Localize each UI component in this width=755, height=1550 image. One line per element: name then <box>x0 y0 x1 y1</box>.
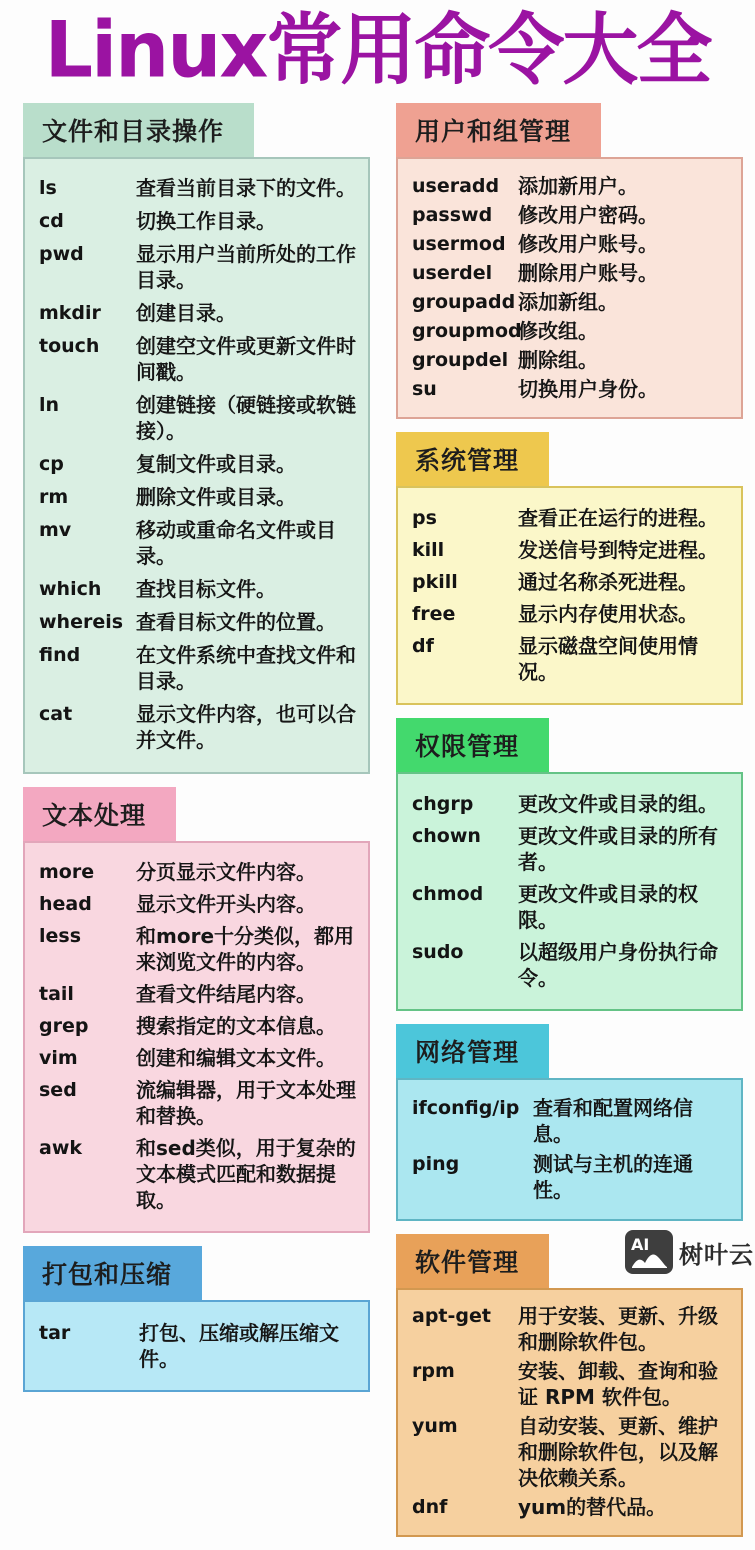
command-row <box>39 1077 358 1129</box>
command-name: rpm <box>412 1360 455 1382</box>
command-name: passwd <box>412 204 493 226</box>
command-name: tar <box>39 1322 71 1344</box>
command-description: yum的替代品。 <box>518 1495 667 1519</box>
page-title: Linux常用命令大全 <box>44 4 711 95</box>
command-name: ifconfig/ip <box>412 1097 520 1119</box>
command-name: ping <box>412 1153 460 1175</box>
command-description: 移动或重命名文件或目录。 <box>136 518 336 568</box>
command-name: vim <box>39 1047 78 1069</box>
command-description: 添加新用户。 <box>518 174 638 198</box>
section-user-group <box>396 103 743 419</box>
section-body-archive <box>23 1300 370 1392</box>
command-description: 添加新组。 <box>518 290 618 314</box>
command-name: ps <box>412 507 437 529</box>
command-name: chmod <box>412 883 484 905</box>
command-description: 修改用户账号。 <box>518 232 658 256</box>
command-row <box>39 1135 358 1213</box>
command-row <box>412 537 731 563</box>
command-row <box>412 1413 731 1491</box>
command-description: 删除文件或目录。 <box>136 485 296 509</box>
command-row <box>412 1095 731 1147</box>
command-name: useradd <box>412 175 500 197</box>
command-description: 以超级用户身份执行命令。 <box>518 940 718 990</box>
command-row <box>39 333 358 385</box>
command-description: 和sed类似，用于复杂的文本模式匹配和数据提取。 <box>136 1136 356 1212</box>
svg-text:AI: AI <box>631 1235 650 1254</box>
command-description: 查看和配置网络信息。 <box>533 1096 693 1146</box>
command-name: usermod <box>412 233 506 255</box>
command-row <box>39 175 358 201</box>
command-row <box>412 260 731 286</box>
command-name: kill <box>412 539 445 561</box>
command-name: groupadd <box>412 291 516 313</box>
command-name: less <box>39 925 82 947</box>
command-name: whereis <box>39 611 124 633</box>
command-row <box>412 1151 731 1203</box>
section-header-text-processing: 文本处理 <box>23 787 176 841</box>
command-row <box>412 633 731 685</box>
command-description: 切换工作目录。 <box>136 209 276 233</box>
command-row <box>412 1303 731 1355</box>
command-name: cp <box>39 453 64 475</box>
command-row <box>39 517 358 569</box>
command-description: 查看正在运行的进程。 <box>518 506 718 530</box>
section-body-software <box>396 1288 743 1537</box>
command-row <box>412 347 731 373</box>
command-row <box>39 484 358 510</box>
section-header-user-group: 用户和组管理 <box>396 103 601 157</box>
command-name: tail <box>39 983 74 1005</box>
infographic-page <box>0 2 755 1519</box>
command-name: find <box>39 644 81 666</box>
left-column <box>23 103 370 1405</box>
command-description: 更改文件或目录的权限。 <box>518 882 698 932</box>
command-name: awk <box>39 1137 83 1159</box>
command-row <box>412 173 731 199</box>
command-row <box>39 300 358 326</box>
command-row <box>412 601 731 627</box>
command-name: ls <box>39 177 57 199</box>
command-description: 安装、卸载、查询和验证 RPM 软件包。 <box>518 1359 718 1409</box>
command-description: 在文件系统中查找文件和目录。 <box>136 643 356 693</box>
command-description: 创建链接（硬链接或软链接）。 <box>136 393 356 443</box>
command-description: 和more十分类似，都用来浏览文件的内容。 <box>136 924 355 974</box>
command-description: 搜索指定的文本信息。 <box>136 1014 336 1038</box>
command-row <box>39 392 358 444</box>
section-software <box>396 1234 743 1537</box>
command-description: 分页显示文件内容。 <box>136 860 316 884</box>
command-description: 切换用户身份。 <box>518 377 658 401</box>
command-name: free <box>412 603 456 625</box>
command-name: chown <box>412 825 481 847</box>
section-header-network: 网络管理 <box>396 1024 549 1078</box>
command-row <box>412 791 731 817</box>
command-name: cat <box>39 703 73 725</box>
command-row <box>39 1045 358 1071</box>
command-description: 打包、压缩或解压缩文件。 <box>139 1321 339 1371</box>
command-row <box>412 939 731 991</box>
section-system <box>396 432 743 705</box>
command-description: 发送信号到特定进程。 <box>518 538 718 562</box>
command-row <box>412 1494 731 1520</box>
command-row <box>39 859 358 885</box>
command-name: touch <box>39 335 100 357</box>
command-description: 显示文件内容，也可以合并文件。 <box>136 702 356 752</box>
ai-image-icon <box>624 1229 674 1275</box>
section-body-system <box>396 486 743 705</box>
command-description: 复制文件或目录。 <box>136 452 296 476</box>
section-network <box>396 1024 743 1221</box>
command-row <box>412 318 731 344</box>
command-row <box>39 891 358 917</box>
command-description: 自动安装、更新、维护和删除软件包，以及解决依赖关系。 <box>518 1414 718 1490</box>
command-description: 显示文件开头内容。 <box>136 892 316 916</box>
command-row <box>39 609 358 635</box>
command-row <box>412 202 731 228</box>
command-description: 查看文件结尾内容。 <box>136 982 316 1006</box>
command-description: 显示磁盘空间使用情况。 <box>518 634 698 684</box>
command-row <box>39 1013 358 1039</box>
section-header-software: 软件管理 <box>396 1234 549 1288</box>
command-row <box>412 881 731 933</box>
command-name: groupdel <box>412 349 509 371</box>
command-description: 修改组。 <box>518 319 598 343</box>
command-row <box>39 1320 358 1372</box>
command-row <box>39 576 358 602</box>
command-name: rm <box>39 486 69 508</box>
section-header-system: 系统管理 <box>396 432 549 486</box>
section-body-network <box>396 1078 743 1221</box>
command-description: 测试与主机的连通性。 <box>533 1152 693 1202</box>
section-header-file-dir: 文件和目录操作 <box>23 103 254 157</box>
command-description: 查看当前目录下的文件。 <box>136 176 356 200</box>
command-description: 流编辑器，用于文本处理和替换。 <box>136 1078 356 1128</box>
command-row <box>412 823 731 875</box>
command-description: 显示用户当前所处的工作目录。 <box>136 242 356 292</box>
command-row <box>39 701 358 753</box>
section-body-user-group <box>396 157 743 419</box>
command-name: which <box>39 578 102 600</box>
command-name: chgrp <box>412 793 474 815</box>
section-header-archive: 打包和压缩 <box>23 1246 202 1300</box>
command-description: 显示内存使用状态。 <box>518 602 698 626</box>
command-name: groupmod <box>412 320 522 342</box>
section-body-permission <box>396 772 743 1011</box>
command-name: userdel <box>412 262 493 284</box>
command-name: su <box>412 378 437 400</box>
command-description: 查找目标文件。 <box>136 577 276 601</box>
watermark-label: 树叶云 <box>679 1240 754 1269</box>
command-description: 创建空文件或更新文件时间戳。 <box>136 334 356 384</box>
command-description: 更改文件或目录的组。 <box>518 792 718 816</box>
command-description: 通过名称杀死进程。 <box>518 570 698 594</box>
command-name: grep <box>39 1015 89 1037</box>
section-archive <box>23 1246 370 1392</box>
command-name: apt-get <box>412 1305 491 1327</box>
command-name: yum <box>412 1415 458 1437</box>
command-row <box>39 208 358 234</box>
section-body-file-dir <box>23 157 370 774</box>
command-row <box>412 1358 731 1410</box>
command-name: ln <box>39 394 60 416</box>
command-row <box>39 981 358 1007</box>
command-row <box>412 569 731 595</box>
section-body-text-processing <box>23 841 370 1233</box>
command-name: pkill <box>412 571 458 593</box>
section-permission <box>396 718 743 1011</box>
command-name: mv <box>39 519 72 541</box>
command-name: cd <box>39 210 64 232</box>
command-row <box>412 289 731 315</box>
command-name: more <box>39 861 95 883</box>
command-description: 创建和编辑文本文件。 <box>136 1046 336 1070</box>
command-description: 查看目标文件的位置。 <box>136 610 336 634</box>
watermark <box>624 1229 754 1275</box>
command-description: 修改用户密码。 <box>518 203 658 227</box>
command-description: 创建目录。 <box>136 301 236 325</box>
command-description: 删除组。 <box>518 348 598 372</box>
command-name: df <box>412 635 434 657</box>
command-row <box>412 231 731 257</box>
command-row <box>412 376 731 402</box>
command-name: sed <box>39 1079 77 1101</box>
section-text-processing <box>23 787 370 1233</box>
command-name: mkdir <box>39 302 101 324</box>
command-description: 更改文件或目录的所有者。 <box>518 824 718 874</box>
columns-wrapper <box>0 97 755 1550</box>
command-description: 删除用户账号。 <box>518 261 658 285</box>
section-header-permission: 权限管理 <box>396 718 549 772</box>
command-name: dnf <box>412 1496 448 1518</box>
command-name: pwd <box>39 243 84 265</box>
command-name: sudo <box>412 941 464 963</box>
command-description: 用于安装、更新、升级和删除软件包。 <box>518 1304 718 1354</box>
command-row <box>39 923 358 975</box>
command-row <box>39 451 358 477</box>
command-row <box>39 642 358 694</box>
command-name: head <box>39 893 92 915</box>
section-file-dir <box>23 103 370 774</box>
command-row <box>39 241 358 293</box>
command-row <box>412 505 731 531</box>
right-column <box>396 103 743 1550</box>
